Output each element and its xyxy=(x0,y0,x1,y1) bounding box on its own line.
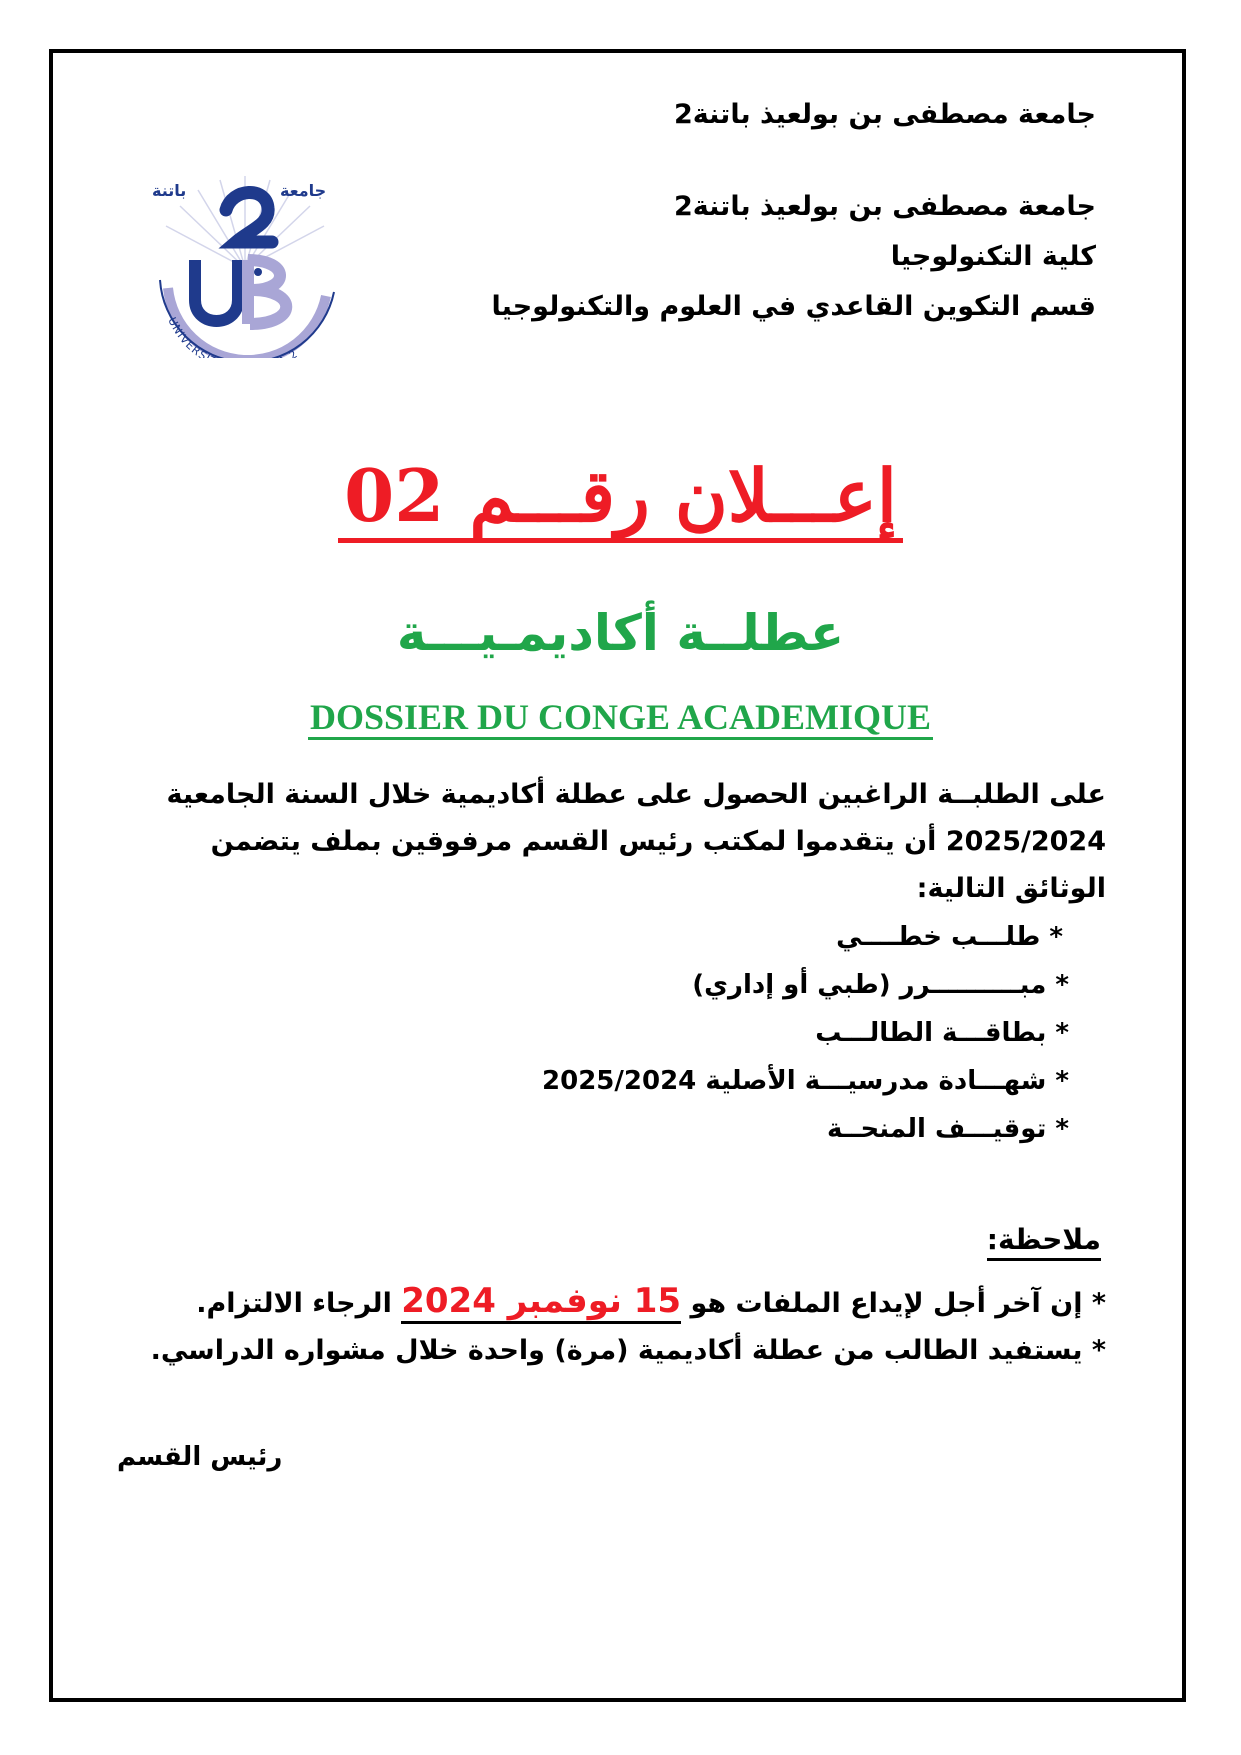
note-deadline-line xyxy=(196,1283,1106,1322)
deadline-date: 15 نوفمبر 2024 xyxy=(401,1281,681,1324)
note-1-before: * إن آخر أجل لإيداع الملفات هو xyxy=(690,1288,1106,1319)
document-item: * بطاقـــة الطالـــب xyxy=(815,1018,1069,1048)
signature: رئيس القسم xyxy=(117,1442,283,1472)
announcement-subtitle-fr-wrapper xyxy=(0,695,1241,739)
announcement-title: إعـــلان رقـــم 02 xyxy=(338,453,903,543)
body-line-1: على الطلبــة الراغبين الحصول على عطلة أكاديمية خلال السنة الجامعية xyxy=(166,779,1106,810)
header-department: قسم التكوين القاعدي في العلوم والتكنولوجيا xyxy=(491,291,1096,322)
header-top-line: جامعة مصطفى بن بولعيذ باتنة2 xyxy=(673,99,1096,130)
announcement-title-wrapper xyxy=(0,448,1241,544)
header-university: جامعة مصطفى بن بولعيذ باتنة2 xyxy=(673,191,1096,222)
notes-title: ملاحظة: xyxy=(987,1222,1101,1261)
logo-ring-text: UNIVERS 2 xyxy=(165,315,301,358)
document-item: * توقيـــف المنحــة xyxy=(826,1114,1069,1144)
logo-arabic-right: جامعة xyxy=(280,181,327,200)
document-item: * طلـــب خطــــي xyxy=(836,922,1063,952)
document-item: * مبــــــــــرر (طبي أو إداري) xyxy=(692,970,1069,1000)
document-item: * شهـــادة مدرسيـــة الأصلية 2025/2024 xyxy=(542,1066,1069,1096)
note-1-after: الرجاء الالتزام. xyxy=(196,1288,392,1319)
body-line-2: 2025/2024 أن يتقدموا لمكتب رئيس القسم مرفوقين بملف يتضمن xyxy=(210,826,1106,857)
header-faculty: كلية التكنولوجيا xyxy=(890,241,1096,272)
announcement-subtitle: عطلــة أكاديمـيـــة xyxy=(396,604,845,662)
logo-arabic-left: باتنة xyxy=(152,181,187,200)
university-logo xyxy=(140,168,350,358)
note-2: * يستفيد الطالب من عطلة أكاديمية (مرة) واحدة خلال مشواره الدراسي. xyxy=(150,1335,1106,1366)
announcement-subtitle-fr: DOSSIER DU CONGE ACADEMIQUE xyxy=(308,697,933,740)
body-line-3: الوثائق التالية: xyxy=(916,873,1106,904)
university-logo-graphic xyxy=(140,168,350,358)
